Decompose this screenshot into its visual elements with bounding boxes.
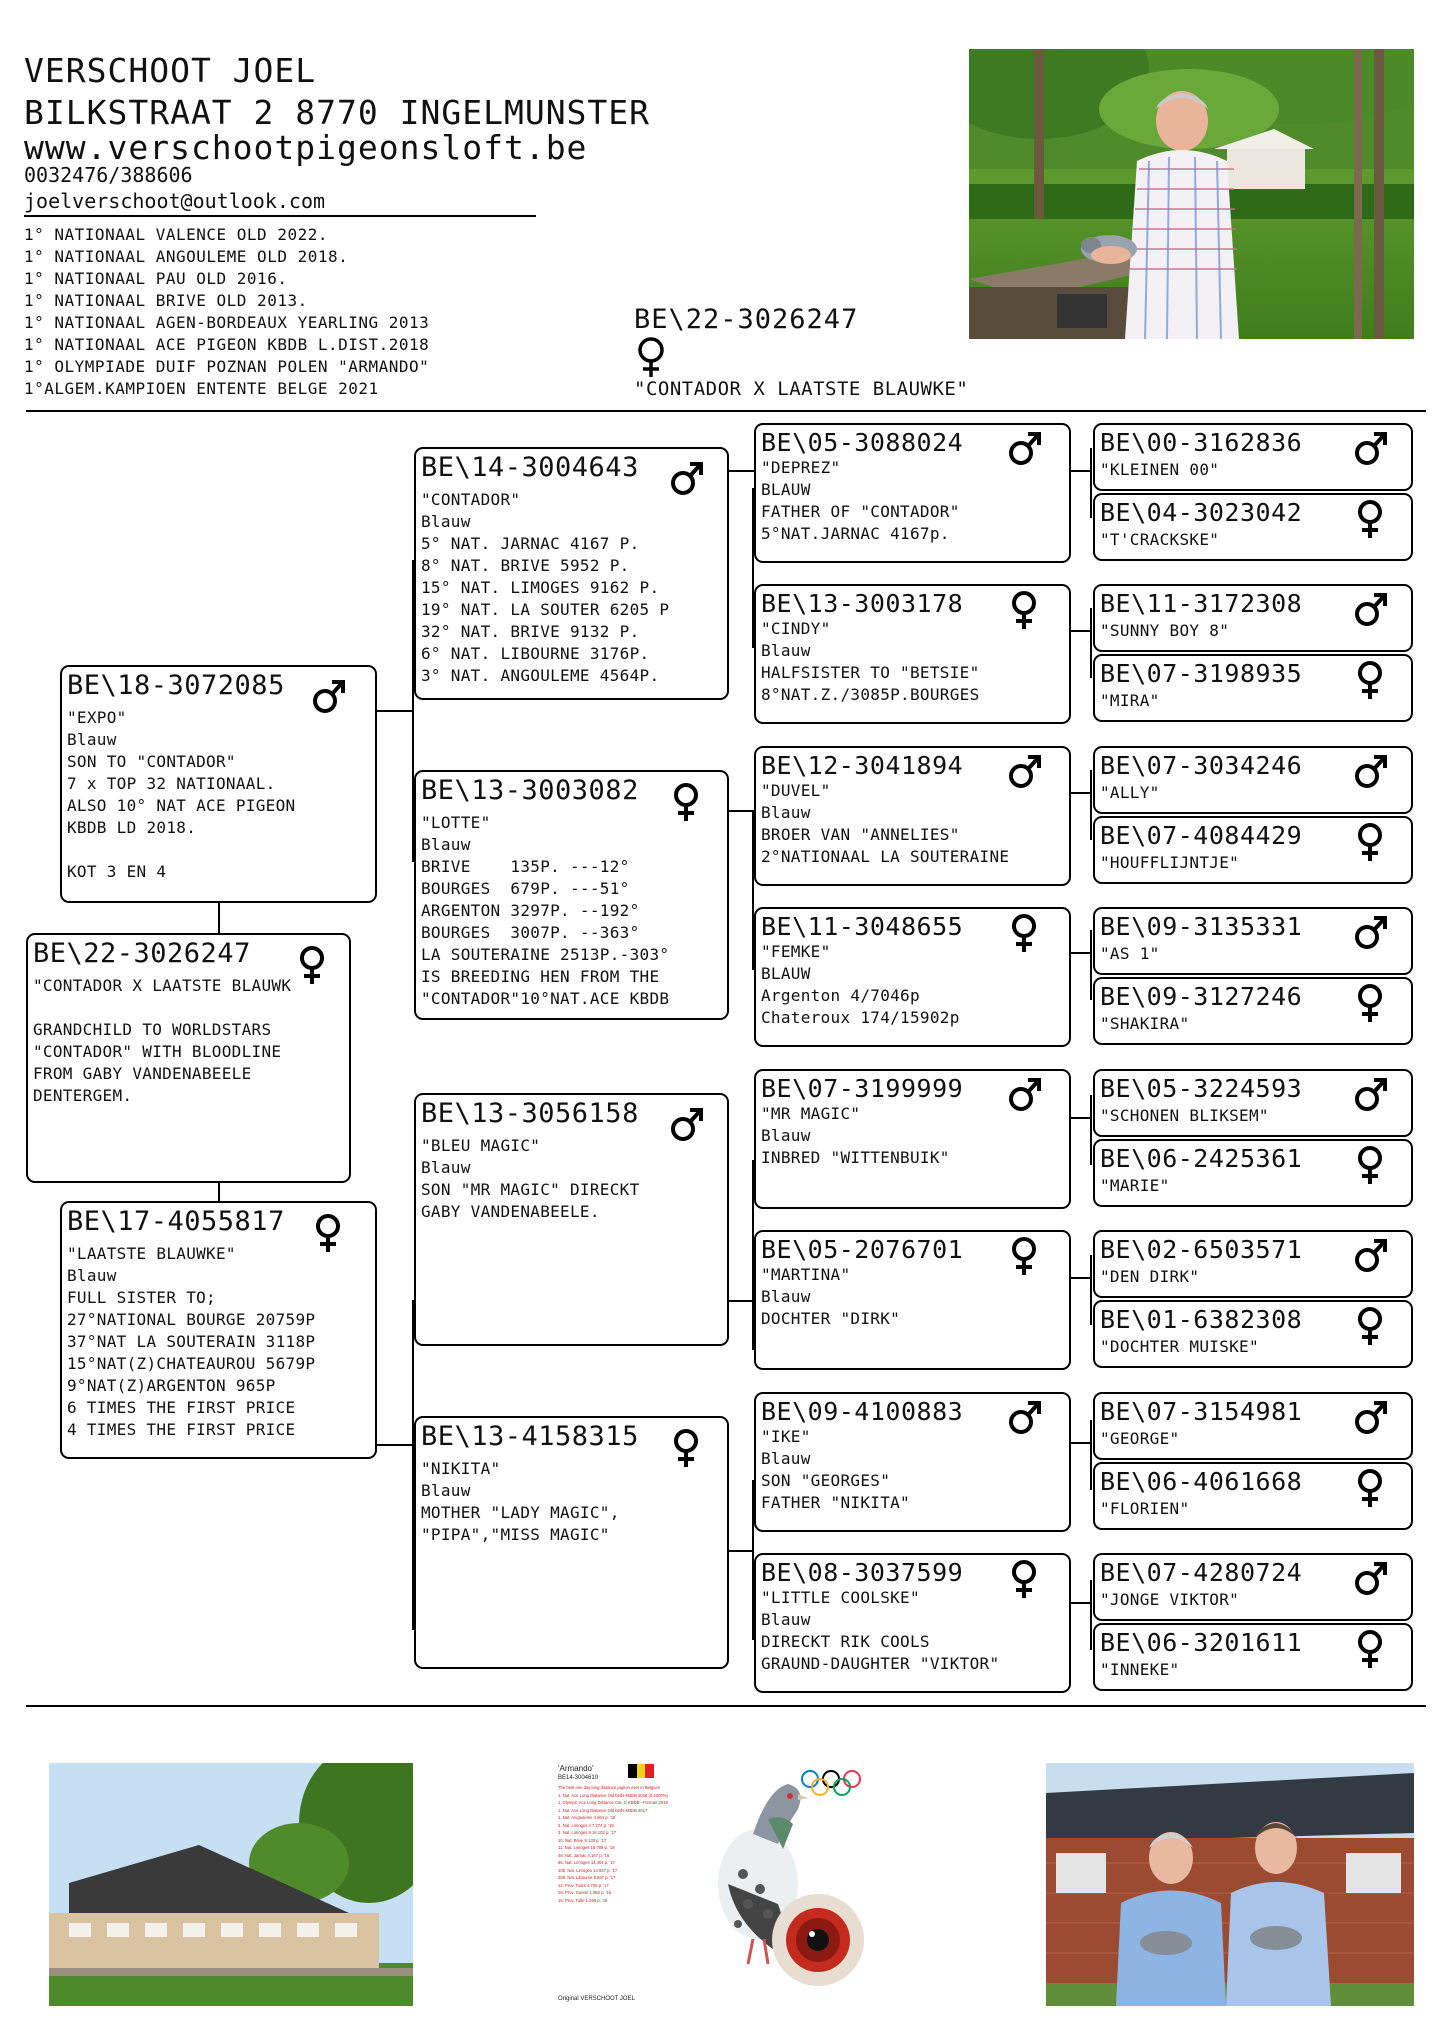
pedigree-connector	[1070, 792, 1092, 794]
poster-result-line: 108. Nat. Limoges 14.937 p. '17	[558, 1867, 618, 1873]
pedigree-note-line: 6° NAT. LIBOURNE 3176P.	[421, 644, 650, 663]
pedigree-note-line: Argenton 4/7046p	[761, 986, 920, 1005]
male-symbol-icon	[1353, 913, 1387, 953]
ring-number: BE\11-3048655	[761, 912, 964, 941]
achievement-item: 1°ALGEM.KAMPIOEN ENTENTE BELGE 2021	[24, 379, 379, 398]
pedigree-gen4-16	[1093, 1623, 1413, 1691]
pedigree-gen4-9	[1093, 1069, 1413, 1137]
poster-result-line: 11. Nat. Limoges 15.789 p. '18	[558, 1845, 615, 1850]
female-symbol-icon	[1353, 660, 1387, 700]
pedigree-note-line: 27°NATIONAL BOURGE 20759P	[67, 1310, 316, 1329]
pedigree-note-line: 37°NAT LA SOUTERAIN 3118P	[67, 1332, 316, 1351]
achievement-item: 1° NATIONAAL ACE PIGEON KBDB L.DIST.2018	[24, 335, 430, 354]
pedigree-note-line: "DUVEL"	[761, 781, 831, 800]
pedigree-note-line: 5° NAT. JARNAC 4167 P.	[421, 534, 640, 553]
pedigree-gen2-1	[414, 447, 729, 700]
female-symbol-icon	[634, 336, 668, 378]
pedigree-gen2-4	[414, 1416, 729, 1669]
pedigree-note-line: "LOTTE"	[421, 813, 491, 832]
pedigree-note-line: 19° NAT. LA SOUTER 6205 P	[421, 600, 670, 619]
poster-result-line: 1. Olympic Ace Long Distance Cat. C KBDB - Poznan 2019	[558, 1800, 668, 1805]
male-symbol-icon	[1007, 1075, 1041, 1115]
pedigree-note-line: DIRECKT RIK COOLS	[761, 1632, 930, 1651]
pedigree-note-line: SON "MR MAGIC" DIRECKT	[421, 1180, 640, 1199]
pedigree-note-line: BLAUW	[761, 964, 811, 983]
ring-number: BE\13-3003082	[421, 775, 639, 806]
ring-number: BE\09-4100883	[761, 1397, 964, 1426]
ring-number: BE\07-4280724	[1100, 1558, 1303, 1587]
pedigree-note-line: "BLEU MAGIC"	[421, 1136, 541, 1155]
pedigree-note-line: "CONTADOR" WITH BLOODLINE	[33, 1042, 282, 1061]
ring-number: BE\01-6382308	[1100, 1305, 1303, 1334]
female-symbol-icon	[1353, 1145, 1387, 1185]
poster-title: 'Armando'	[558, 1764, 594, 1773]
pedigree-note-line: GABY VANDENABEELE.	[421, 1202, 600, 1221]
female-symbol-icon	[1007, 1559, 1041, 1599]
pigeon-eye-image	[768, 1890, 868, 1990]
female-symbol-icon	[1007, 913, 1041, 953]
breeder-phone: 0032476/388606	[24, 163, 193, 187]
breeder-website[interactable]: www.verschootpigeonsloft.be	[24, 128, 588, 167]
pedigree-note-line: KBDB LD 2018.	[67, 818, 197, 837]
pedigree-note-line: "LAATSTE BLAUWKE"	[67, 1244, 236, 1263]
pedigree-note-line: KOT 3 EN 4	[67, 862, 167, 881]
pedigree-gen2-3	[414, 1093, 729, 1346]
pedigree-note-line: BOURGES 679P. ---51°	[421, 879, 630, 898]
female-symbol-icon	[1007, 1236, 1041, 1276]
pedigree-connector	[1090, 930, 1092, 1000]
poster-result-line: 1. Nat. Ace Long Distance Old birds KBDB 2018 (0.2300%)	[558, 1792, 668, 1798]
pedigree-note-line: Blauw	[67, 730, 117, 749]
female-symbol-icon	[1353, 1468, 1387, 1508]
pedigree-note-line: 7 x TOP 32 NATIONAAL.	[67, 774, 276, 793]
pedigree-gen3-8	[754, 1553, 1071, 1693]
pedigree-note-line: BLAUW	[761, 480, 811, 499]
pedigree-gen4-2	[1093, 493, 1413, 561]
pedigree-connector	[728, 1550, 754, 1552]
pigeon-name: "ALLY"	[1100, 783, 1160, 802]
pedigree-note-line: "FEMKE"	[761, 942, 831, 961]
pigeon-name: "JONGE VIKTOR"	[1100, 1590, 1240, 1609]
pedigree-note-line: "EXPO"	[67, 708, 127, 727]
poster-result-line: 29. Prov. Gueret 1.952 p. '15	[558, 1890, 612, 1895]
female-symbol-icon	[1353, 822, 1387, 862]
pedigree-gen3-3	[754, 746, 1071, 886]
ring-number: BE\05-3088024	[761, 428, 964, 457]
poster-result-line: 2. Nat. Limoges 4.7.274 p. '18	[558, 1822, 614, 1828]
ring-number: BE\06-4061668	[1100, 1467, 1303, 1496]
pedigree-note-line: BOURGES 3007P. --363°	[421, 923, 640, 942]
pigeon-name: "DOCHTER MUISKE"	[1100, 1337, 1259, 1356]
ring-number: BE\12-3041894	[761, 751, 964, 780]
pedigree-gen4-5	[1093, 746, 1413, 814]
pedigree-gen4-7	[1093, 907, 1413, 975]
belgian-flag-icon	[628, 1764, 654, 1778]
pedigree-note-line: Blauw	[761, 1287, 811, 1306]
pedigree-note-line: 15° NAT. LIMOGES 9162 P.	[421, 578, 660, 597]
pigeon-name: "T'CRACKSKE"	[1100, 530, 1220, 549]
female-symbol-icon	[311, 1213, 345, 1253]
pigeon-name: "AS 1"	[1100, 944, 1160, 963]
ring-number: BE\17-4055817	[67, 1206, 285, 1237]
pedigree-note-line: "IKE"	[761, 1427, 811, 1446]
ring-number: BE\13-4158315	[421, 1421, 639, 1452]
pigeon-name: "FLORIEN"	[1100, 1499, 1190, 1518]
pedigree-note-line: INBRED "WITTENBUIK"	[761, 1148, 950, 1167]
ring-number: BE\07-4084429	[1100, 821, 1303, 850]
pedigree-connector	[1090, 770, 1092, 840]
achievement-item: 1° NATIONAAL BRIVE OLD 2013.	[24, 291, 308, 310]
female-symbol-icon	[1353, 1629, 1387, 1669]
pedigree-connector	[1090, 1255, 1092, 1325]
pedigree-sire	[60, 665, 377, 903]
pedigree-connector	[728, 810, 754, 812]
ring-number: BE\09-3135331	[1100, 912, 1303, 941]
poster-result-line: The best one day long distance pigeon ever in Belgium	[558, 1785, 660, 1790]
female-symbol-icon	[1353, 983, 1387, 1023]
male-symbol-icon	[1007, 752, 1041, 792]
pigeon-name: "DEN DIRK"	[1100, 1267, 1200, 1286]
pedigree-note-line: 6 TIMES THE FIRST PRICE	[67, 1398, 296, 1417]
ring-number: BE\07-3199999	[761, 1074, 964, 1103]
pigeon-name: "KLEINEN 00"	[1100, 460, 1220, 479]
achievement-item: 1° NATIONAAL AGEN-BORDEAUX YEARLING 2013	[24, 313, 430, 332]
ring-number: BE\06-2425361	[1100, 1144, 1303, 1173]
poster-result-line: 85. Nat. Limoges 14.404 p. '17	[558, 1860, 615, 1865]
ring-number: BE\07-3034246	[1100, 751, 1303, 780]
ring-number: BE\05-2076701	[761, 1235, 964, 1264]
pedigree-note-line: HALFSISTER TO "BETSIE"	[761, 663, 980, 682]
ring-number: BE\04-3023042	[1100, 498, 1303, 527]
pedigree-note-line: 8° NAT. BRIVE 5952 P.	[421, 556, 630, 575]
breeder-photo	[969, 49, 1414, 339]
pedigree-gen3-1	[754, 423, 1071, 563]
bottom-divider	[26, 1705, 1426, 1707]
poster-footer: Original VERSCHOOT JOEL	[558, 1996, 635, 2002]
pedigree-note-line: IS BREEDING HEN FROM THE	[421, 967, 660, 986]
pedigree-note-line: 9°NAT(Z)ARGENTON 965P	[67, 1376, 276, 1395]
ring-number: BE\14-3004643	[421, 452, 639, 483]
pedigree-subject	[26, 933, 351, 1183]
ring-number: BE\08-3037599	[761, 1558, 964, 1587]
pedigree-gen3-6	[754, 1230, 1071, 1370]
pedigree-note-line: ARGENTON 3297P. --192°	[421, 901, 640, 920]
pigeon-name: "SUNNY BOY 8"	[1100, 621, 1230, 640]
poster-result-line: 1. Nat. Angouleme 4.564 p. '18	[558, 1815, 616, 1820]
ring-number: BE\13-3056158	[421, 1098, 639, 1129]
pedigree-gen4-3	[1093, 584, 1413, 652]
poster-result-line: 1. Nat. Ace Long Distance Old birds KBDB 2017	[558, 1807, 648, 1813]
breeder-name: VERSCHOOT JOEL	[24, 51, 317, 90]
pedigree-note-line: BRIVE 135P. ---12°	[421, 857, 630, 876]
ring-number: BE\05-3224593	[1100, 1074, 1303, 1103]
male-symbol-icon	[1353, 1236, 1387, 1276]
male-symbol-icon	[1007, 429, 1041, 469]
pigeon-name: "SHAKIRA"	[1100, 1014, 1190, 1033]
pedigree-note-line: 2°NATIONAAL LA SOUTERAINE	[761, 847, 1010, 866]
olympic-rings-icon	[798, 1768, 864, 1798]
ring-number: BE\09-3127246	[1100, 982, 1303, 1011]
male-symbol-icon	[1353, 1559, 1387, 1599]
pedigree-gen4-12	[1093, 1300, 1413, 1368]
pedigree-connector	[1070, 630, 1092, 632]
pigeon-name: "SCHONEN BLIKSEM"	[1100, 1106, 1269, 1125]
pedigree-note-line: 4 TIMES THE FIRST PRICE	[67, 1420, 296, 1439]
male-symbol-icon	[1007, 1398, 1041, 1438]
pedigree-note-line: 15°NAT(Z)CHATEAUROU 5679P	[67, 1354, 316, 1373]
pedigree-note-line: BROER VAN "ANNELIES"	[761, 825, 960, 844]
breeder-email[interactable]: joelverschoot@outlook.com	[24, 189, 326, 213]
pedigree-connector	[1090, 608, 1092, 678]
ring-number: BE\00-3162836	[1100, 428, 1303, 457]
achievement-item: 1° OLYMPIADE DUIF POZNAN POLEN "ARMANDO"	[24, 357, 430, 376]
ring-number: BE\11-3172308	[1100, 589, 1303, 618]
pedigree-gen4-13	[1093, 1392, 1413, 1460]
pedigree-note-line: "MR MAGIC"	[761, 1104, 861, 1123]
male-symbol-icon	[1353, 752, 1387, 792]
ring-number: BE\07-3198935	[1100, 659, 1303, 688]
pedigree-gen3-5	[754, 1069, 1071, 1209]
pedigree-connector	[1070, 952, 1092, 954]
achievement-item: 1° NATIONAAL PAU OLD 2016.	[24, 269, 288, 288]
pedigree-connector	[728, 1300, 754, 1302]
pedigree-note-line: Blauw	[421, 1481, 471, 1500]
pedigree-gen4-15	[1093, 1553, 1413, 1621]
male-symbol-icon	[1353, 1075, 1387, 1115]
pedigree-gen3-7	[754, 1392, 1071, 1532]
pedigree-note-line: GRAUND-DAUGHTER "VIKTOR"	[761, 1654, 1000, 1673]
male-symbol-icon	[669, 459, 703, 499]
female-symbol-icon	[1353, 499, 1387, 539]
pedigree-note-line: Blauw	[761, 1449, 811, 1468]
pedigree-gen2-2	[414, 770, 729, 1020]
top-divider	[26, 410, 1426, 412]
pedigree-connector	[1090, 1420, 1092, 1490]
achievement-item: 1° NATIONAAL VALENCE OLD 2022.	[24, 225, 328, 244]
ring-number: BE\06-3201611	[1100, 1628, 1303, 1657]
subject-ring-number: BE\22-3026247	[634, 304, 859, 335]
pedigree-note-line: "NIKITA"	[421, 1459, 501, 1478]
pedigree-note-line: SON TO "CONTADOR"	[67, 752, 236, 771]
subject-name: "CONTADOR X LAATSTE BLAUWKE"	[634, 378, 969, 400]
pedigree-note-line: Chateroux 174/15902p	[761, 1008, 960, 1027]
pedigree-note-line: Blauw	[421, 1158, 471, 1177]
ring-number: BE\02-6503571	[1100, 1235, 1303, 1264]
female-symbol-icon	[1007, 590, 1041, 630]
pedigree-note-line: Blauw	[761, 803, 811, 822]
pedigree-note-line: ALSO 10° NAT ACE PIGEON	[67, 796, 296, 815]
pedigree-connector	[218, 903, 220, 933]
female-symbol-icon	[669, 1428, 703, 1468]
pedigree-gen4-4	[1093, 654, 1413, 722]
male-symbol-icon	[1353, 429, 1387, 469]
pedigree-dam	[60, 1201, 377, 1459]
pedigree-gen3-4	[754, 907, 1071, 1047]
pedigree-gen4-8	[1093, 977, 1413, 1045]
pedigree-note-line: MOTHER "LADY MAGIC",	[421, 1503, 620, 1522]
ring-number: BE\07-3154981	[1100, 1397, 1303, 1426]
pedigree-connector	[1070, 1442, 1092, 1444]
female-symbol-icon	[669, 782, 703, 822]
poster-result-line: 48. Nat. Jarnac 4.167 p. '16	[558, 1852, 610, 1858]
pedigree-gen4-6	[1093, 816, 1413, 884]
male-symbol-icon	[311, 677, 345, 717]
ring-number: BE\18-3072085	[67, 670, 285, 701]
pedigree-connector	[376, 1444, 414, 1446]
pedigree-note-line: 32° NAT. BRIVE 9132 P.	[421, 622, 640, 641]
pedigree-note-line: 8°NAT.Z./3085P.BOURGES	[761, 685, 980, 704]
pedigree-connector	[1070, 1117, 1092, 1119]
pedigree-note-line: "MARTINA"	[761, 1265, 851, 1284]
poster-result-line: 3. Nat. Limoges 9.16.102 p. '17	[558, 1830, 617, 1835]
pedigree-note-line: "CONTADOR"	[421, 490, 521, 509]
poster-results	[558, 1784, 668, 1904]
pedigree-note-line: DOCHTER "DIRK"	[761, 1309, 901, 1328]
pedigree-connector	[1070, 1277, 1092, 1279]
poster-result-line: 12. Prov. Tours 4.709 p. '17	[558, 1882, 609, 1888]
ring-number: BE\22-3026247	[33, 938, 251, 969]
pedigree-note-line: DENTERGEM.	[33, 1086, 133, 1105]
pedigree-note-line: "CINDY"	[761, 619, 831, 638]
pigeon-name: "MARIE"	[1100, 1176, 1170, 1195]
poster-ring: BE14-3004610	[558, 1775, 599, 1781]
pedigree-connector	[1070, 1602, 1092, 1604]
pigeon-name: "GEORGE"	[1100, 1429, 1180, 1448]
female-symbol-icon	[295, 945, 329, 985]
poster-result-line: 209. Nat. Libourne 8.947 p. '17	[558, 1875, 616, 1880]
pedigree-connector	[218, 1183, 220, 1201]
pedigree-connector	[1070, 470, 1092, 472]
pedigree-note-line: LA SOUTERAINE 2513P.-303°	[421, 945, 670, 964]
male-symbol-icon	[669, 1105, 703, 1145]
pedigree-note-line: FULL SISTER TO;	[67, 1288, 216, 1307]
pedigree-gen4-1	[1093, 423, 1413, 491]
pigeon-name: "INNEKE"	[1100, 1660, 1180, 1679]
pedigree-connector	[1090, 448, 1092, 518]
pedigree-gen4-11	[1093, 1230, 1413, 1298]
pedigree-note-line: FATHER "NIKITA"	[761, 1493, 910, 1512]
pedigree-note-line: Blauw	[67, 1266, 117, 1285]
pedigree-note-line: 5°NAT.JARNAC 4167p.	[761, 524, 950, 543]
pedigree-note-line: FROM GABY VANDENABEELE	[33, 1064, 252, 1083]
pedigree-note-line: "PIPA","MISS MAGIC"	[421, 1525, 610, 1544]
achievement-list	[24, 224, 429, 400]
pedigree-note-line: Blauw	[761, 641, 811, 660]
header-underline	[24, 215, 536, 217]
pedigree-note-line: GRANDCHILD TO WORLDSTARS	[33, 1020, 272, 1039]
pedigree-note-line: FATHER OF "CONTADOR"	[761, 502, 960, 521]
pedigree-gen3-2	[754, 584, 1071, 724]
pedigree-note-line: "DEPREZ"	[761, 458, 841, 477]
pedigree-note-line: Blauw	[761, 1610, 811, 1629]
pedigree-note-line: "CONTADOR X LAATSTE BLAUWK	[33, 976, 292, 995]
pigeon-name: "HOUFFLIJNTJE"	[1100, 853, 1240, 872]
pedigree-note-line: 3° NAT. ANGOULEME 4564P.	[421, 666, 660, 685]
male-symbol-icon	[1353, 1398, 1387, 1438]
pedigree-note-line: Blauw	[421, 512, 471, 531]
pedigree-connector	[728, 470, 754, 472]
pedigree-note-line: SON "GEORGES"	[761, 1471, 891, 1490]
pedigree-note-line: Blauw	[761, 1126, 811, 1145]
pedigree-connector	[1090, 1580, 1092, 1650]
pedigree-gen4-14	[1093, 1462, 1413, 1530]
loft-photo	[49, 1763, 413, 2006]
ring-number: BE\13-3003178	[761, 589, 964, 618]
breeder-address: BILKSTRAAT 2 8770 INGELMUNSTER	[24, 93, 651, 132]
poster-result-line: 10. Nat. Brive 9.133 p. '17	[558, 1837, 607, 1843]
pigeon-name: "MIRA"	[1100, 691, 1160, 710]
female-symbol-icon	[1353, 1306, 1387, 1346]
male-symbol-icon	[1353, 590, 1387, 630]
pedigree-connector	[376, 710, 414, 712]
pedigree-note-line: Blauw	[421, 835, 471, 854]
breeders-photo	[1046, 1763, 1414, 2006]
achievement-item: 1° NATIONAAL ANGOULEME OLD 2018.	[24, 247, 349, 266]
pedigree-note-line: "CONTADOR"10°NAT.ACE KBDB	[421, 989, 670, 1008]
armando-poster	[548, 1760, 898, 2010]
pedigree-gen4-10	[1093, 1139, 1413, 1207]
poster-result-line: 16. Prov. Tulle 1.266 p. '15	[558, 1897, 608, 1903]
pedigree-connector	[1090, 1095, 1092, 1165]
pedigree-note-line: "LITTLE COOLSKE"	[761, 1588, 920, 1607]
